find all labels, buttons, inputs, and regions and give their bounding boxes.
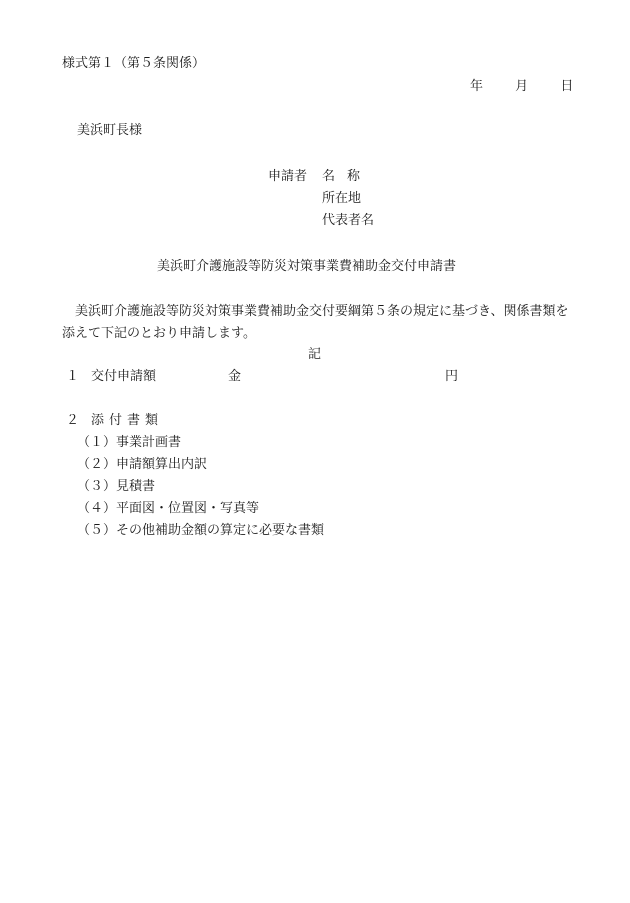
attachment-item: （２）申請額算出内訳 — [77, 457, 208, 472]
attachment-item: （４）平面図・位置図・写真等 — [77, 501, 260, 516]
item1-label: 交付申請額 — [91, 369, 157, 384]
item2-label: 添付書類 — [91, 413, 164, 428]
document-title: 美浜町介護施設等防災対策事業費補助金交付申請書 — [157, 259, 457, 274]
applicant-name-label: 名称 — [322, 169, 373, 184]
item1-kin: 金 — [228, 369, 242, 384]
applicant-label: 申請者 — [268, 169, 308, 184]
date-line — [470, 80, 573, 93]
form-label: 様式第１（第５条関係） — [62, 56, 206, 71]
item1-yen: 円 — [445, 369, 459, 384]
body-text: 美浜町介護施設等防災対策事業費補助金交付要綱第５条の規定に基づき、関係書類を添えて下記のとおり申請します。 — [62, 304, 569, 341]
addressee: 美浜町長様 — [77, 123, 143, 138]
attachment-item: （３）見積書 — [77, 479, 156, 494]
attachment-item: （１）事業計画書 — [77, 435, 182, 450]
date-year: 年 — [470, 79, 484, 94]
date-month: 月 — [515, 79, 529, 94]
date-day: 日 — [560, 79, 574, 94]
ki-heading: 記 — [308, 347, 322, 362]
applicant-address-label: 所在地 — [322, 191, 362, 206]
applicant-representative-label: 代表者名 — [322, 213, 375, 228]
item2-number: ２ — [66, 413, 80, 428]
item1-number: １ — [66, 369, 80, 384]
attachment-item: （５）その他補助金額の算定に必要な書類 — [77, 523, 325, 538]
